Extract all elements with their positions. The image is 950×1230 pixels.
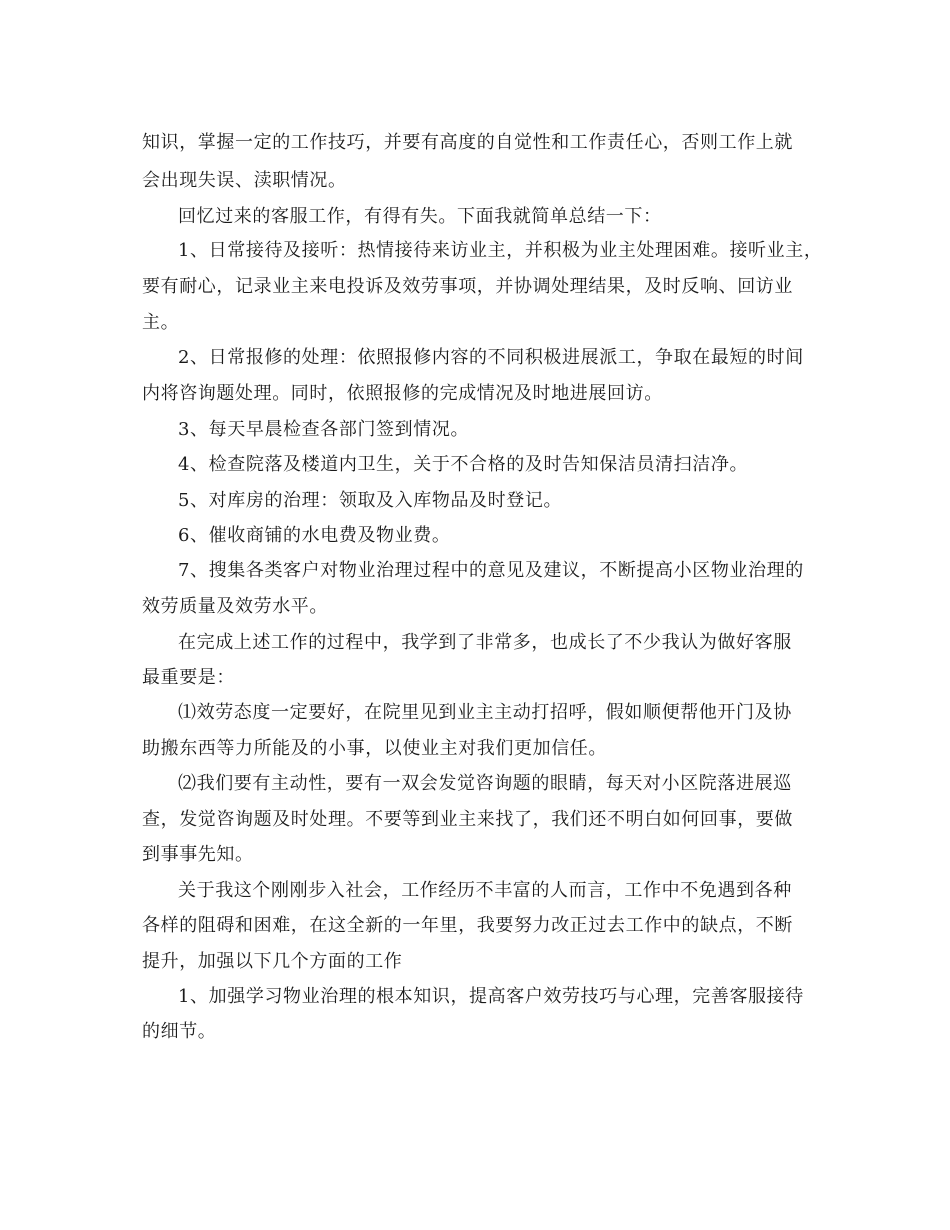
text-line: 会出现失误、渎职情况。 <box>142 170 347 191</box>
text-line: 3、每天早晨检查各部门签到情况。 <box>178 419 470 440</box>
text-line: 要有耐心，记录业主来电投诉及效劳事项，并协调处理结果，及时反响、回访业 <box>142 276 793 297</box>
text-line: 6、催收商铺的水电费及物业费。 <box>178 525 451 546</box>
text-line: ⑵我们要有主动性，要有一双会发觉咨询题的眼睛，每天对小区院落进展巡 <box>178 773 792 794</box>
text-line: 知识，掌握一定的工作技巧，并要有高度的自觉性和工作责任心，否则工作上就 <box>142 132 793 153</box>
text-line: 助搬东西等力所能及的小事，以使业主对我们更加信任。 <box>142 738 607 759</box>
text-line: 1、日常接待及接听：热情接待来访业主，并积极为业主处理困难。接听业主， <box>178 240 823 261</box>
text-line: 1、加强学习物业治理的根本知识，提高客户效劳技巧与心理，完善客服接待 <box>178 986 804 1007</box>
text-line: 5、对库房的治理：领取及入库物品及时登记。 <box>178 490 563 511</box>
text-line: ⑴效劳态度一定要好，在院里见到业主主动打招呼，假如顺便帮他开门及协 <box>178 702 792 723</box>
text-line: 4、检查院落及楼道内卫生，关于不合格的及时告知保洁员清扫洁净。 <box>178 454 749 475</box>
text-line: 7、搜集各类客户对物业治理过程中的意见及建议，不断提高小区物业治理的 <box>178 560 804 581</box>
text-line: 主。 <box>142 312 180 333</box>
text-line: 2、日常报修的处理：依照报修内容的不同积极进展派工，争取在最短的时间 <box>178 347 804 368</box>
text-line: 最重要是： <box>142 667 235 688</box>
text-line: 的细节。 <box>142 1021 217 1042</box>
text-line: 提升，加强以下几个方面的工作 <box>142 951 403 972</box>
text-line: 回忆过来的客服工作，有得有失。下面我就简单总结一下： <box>178 206 662 227</box>
text-line: 在完成上述工作的过程中，我学到了非常多，也成长了不少我认为做好客服 <box>178 632 792 653</box>
text-line: 关于我这个刚刚步入社会，工作经历不丰富的人而言，工作中不免遇到各种 <box>178 880 792 901</box>
text-line: 查，发觉咨询题及时处理。不要等到业主来找了，我们还不明白如何回事，要做 <box>142 809 793 830</box>
text-line: 内将咨询题处理。同时，依照报修的完成情况及时地进展回访。 <box>142 383 663 404</box>
text-line: 各样的阻碍和困难，在这全新的一年里，我要努力改正过去工作中的缺点，不断 <box>142 915 793 936</box>
text-line: 效劳质量及效劳水平。 <box>142 596 328 617</box>
text-line: 到事事先知。 <box>142 844 254 865</box>
